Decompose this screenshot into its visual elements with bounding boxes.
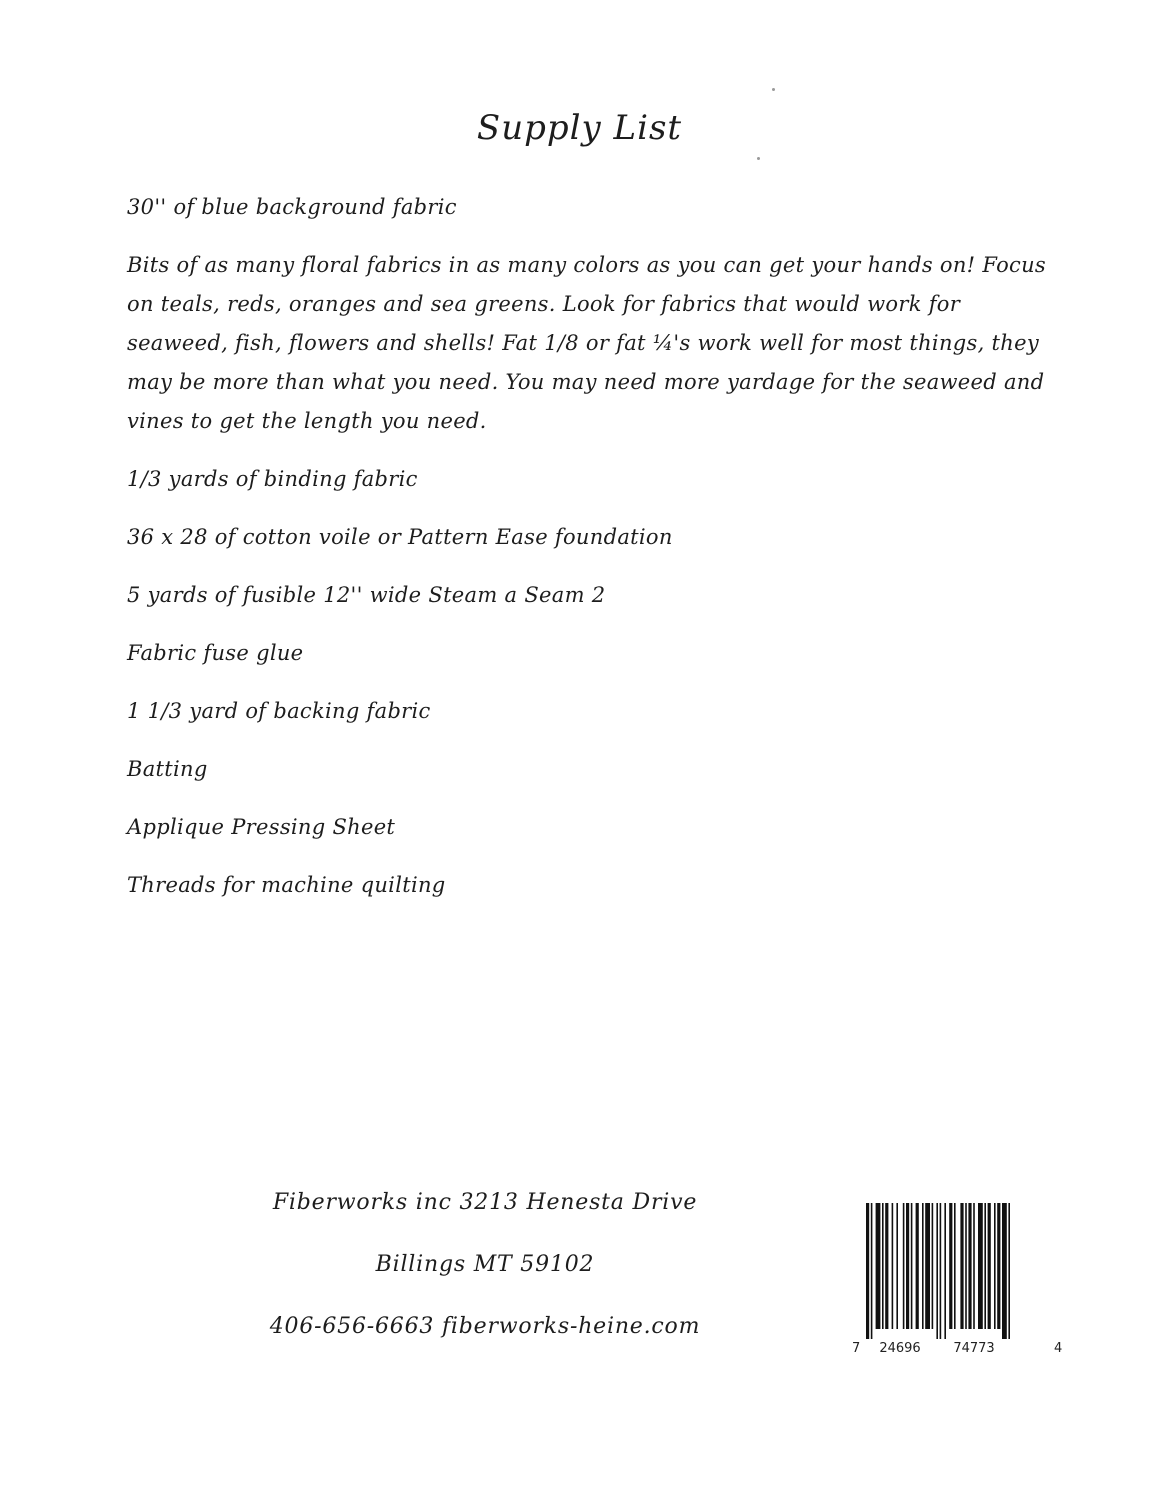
supply-item: 5 yards of fusible 12'' wide Steam a Seam 2 [127,583,606,607]
barcode-bar [876,1203,881,1329]
barcode-bars [866,1203,1010,1339]
barcode-bar [994,1203,996,1329]
footer-address-street: Fiberworks inc 3213 Henesta Drive [272,1190,698,1215]
barcode-bar [925,1203,930,1329]
barcode-bar [882,1203,884,1329]
barcode-bar [911,1203,913,1329]
footer-contact [200,1314,770,1339]
supply-item: 1 1/3 yard of backing fabric [127,699,431,723]
barcode-first-digit: 7 [852,1341,861,1353]
barcode-bar [906,1203,909,1329]
barcode-bar [984,1203,986,1329]
paper-speck [772,88,775,91]
barcode-bar [944,1203,946,1339]
supply-item: Fabric fuse glue [127,641,304,665]
barcode-bar [896,1203,898,1329]
barcode-bar [954,1203,956,1329]
footer-address-city: Billings MT 59102 [375,1252,595,1277]
barcode-bar [978,1203,983,1329]
barcode-bar [932,1203,934,1329]
supply-item: Bits of as many floral fabrics in as many colors as you can get your hands on! Focus on teals, reds, oranges and sea greens. Look for fabrics that would work for seaweed, fish, flowers and shells! Fat 1/8 or fat ¼'s work well for most things, they may be more than what you need. You may need more yardage for the seaweed and vines to get the length you need. [127,253,1046,433]
footer-contact-text: 406-656-6663 fiberworks-heine.com [269,1314,701,1339]
barcode-bar [922,1203,924,1329]
barcode-bar [871,1203,873,1339]
barcode-bar [1002,1203,1007,1339]
barcode-right-digits: 74773 [953,1341,995,1353]
supply-item: Batting [127,757,208,781]
barcode-left-digits: 24696 [879,1341,921,1353]
barcode-bar [885,1203,888,1329]
barcode-bar [965,1203,967,1329]
barcode-bar [866,1203,869,1339]
page-title: Supply List [476,108,683,148]
supply-item: 36 x 28 of cotton voile or Pattern Ease foundation [127,525,673,549]
barcode-bar [988,1203,991,1329]
supply-item: Threads for machine quilting [127,873,446,897]
supply-item: 1/3 yards of binding fabric [127,467,418,491]
paper-speck [757,157,760,160]
upc-barcode [852,1203,1062,1353]
barcode-bar [997,1203,1000,1329]
barcode-bar [916,1203,919,1329]
supply-item: 30'' of blue background fabric [127,195,457,219]
supply-item: Applique Pressing Sheet [127,815,396,839]
barcode-bar [949,1203,952,1329]
barcode-graphic [852,1203,1062,1353]
barcode-bar [940,1203,942,1339]
barcode-bar [960,1203,963,1329]
barcode-bar [892,1203,894,1329]
barcode-bar [973,1203,975,1329]
barcode-bar [903,1203,905,1329]
supply-list [127,188,1067,924]
barcode-last-digit: 4 [1054,1341,1062,1353]
barcode-bar [936,1203,938,1339]
barcode-bar [968,1203,971,1329]
barcode-bar [1008,1203,1010,1339]
